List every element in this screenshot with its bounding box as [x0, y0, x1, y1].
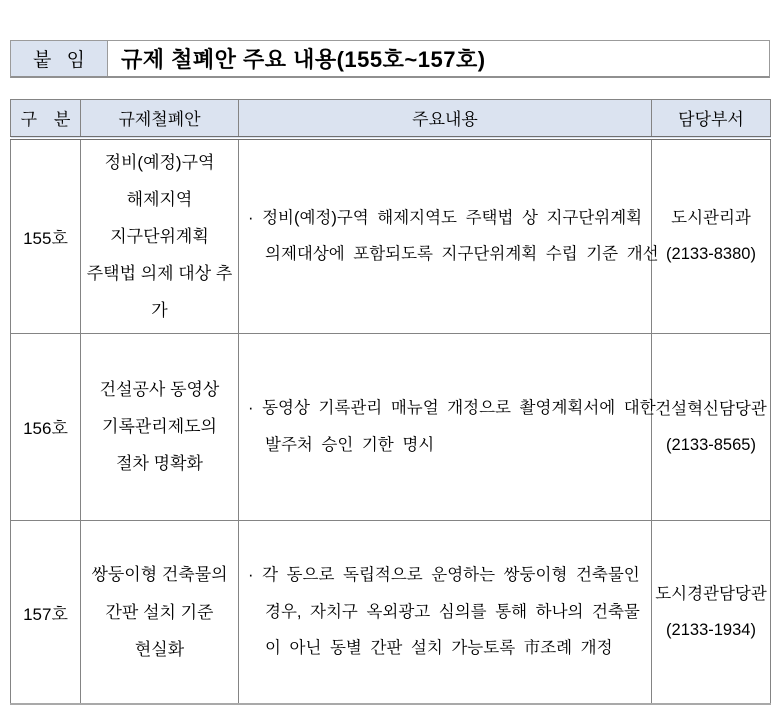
department-name: 도시관리과 [671, 208, 751, 227]
content-cell [239, 333, 656, 520]
table-row-156 [11, 333, 771, 520]
content-line: 발주처 승인 기한 명시 [265, 435, 435, 454]
attachment-band [10, 40, 770, 78]
department-name: 도시경관담당관 [655, 584, 767, 603]
row-no: 155호 [11, 138, 81, 334]
department-cell [652, 138, 771, 334]
content-line: · 동영상 기록관리 매뉴얼 개정으로 촬영계획서에 대한 [248, 399, 656, 418]
proposal-line: 정비(예정)구역 [104, 152, 215, 172]
proposal-line: 건설공사 동영상 [99, 380, 220, 400]
department-cell [652, 333, 771, 520]
proposal-line: 절차 명확화 [116, 454, 203, 474]
row-no: 157호 [11, 520, 81, 704]
regulation-table [10, 99, 771, 705]
department-name: 건설혁신담당관 [655, 399, 767, 418]
document-page [10, 40, 770, 705]
content-line: · 각 동으로 독립적으로 운영하는 쌍둥이형 건축물인 [248, 566, 640, 585]
content-line: 의제대상에 포함되도록 지구단위계획 수립 기준 개선 [265, 245, 659, 264]
department-cell [652, 520, 771, 704]
header-row [11, 100, 771, 138]
proposal-line: 쌍둥이형 건축물의 [91, 565, 228, 585]
proposal-line: 기록관리제도의 [102, 417, 217, 437]
proposal-line: 지구단위계획 [110, 226, 209, 246]
table-header [11, 100, 771, 138]
header-category: 구 분 [11, 100, 81, 138]
proposal-line: 주택법 의제 대상 추가 [86, 263, 233, 320]
proposal-cell [81, 138, 239, 334]
content-cell [239, 520, 652, 704]
content-line: 이 아닌 동별 간판 설치 가능토록 市조례 개정 [265, 639, 613, 658]
department-phone: (2133-8380) [666, 245, 756, 264]
table-row-155 [11, 138, 771, 334]
page-title: 규제 철폐안 주요 내용(155호~157호) [121, 47, 486, 72]
proposal-line: 해제지역 [126, 189, 193, 209]
attachment-label: 붙 임 [11, 41, 108, 76]
department-phone: (2133-1934) [666, 621, 756, 640]
content-cell [239, 138, 659, 334]
proposal-cell [81, 520, 239, 704]
proposal-line: 현실화 [134, 639, 185, 659]
proposal-line: 간판 설치 기준 [105, 602, 214, 622]
row-no: 156호 [11, 333, 81, 520]
proposal-cell [81, 333, 239, 520]
table-row-157 [11, 520, 771, 704]
content-line: · 정비(예정)구역 해제지역도 주택법 상 지구단위계획 [248, 208, 643, 227]
header-proposal: 규제철폐안 [81, 100, 239, 138]
content-line: 경우, 자치구 옥외광고 심의를 통해 하나의 건축물 [265, 602, 640, 621]
header-department: 담당부서 [652, 100, 771, 138]
department-phone: (2133-8565) [666, 435, 756, 454]
header-content: 주요내용 [239, 100, 652, 138]
